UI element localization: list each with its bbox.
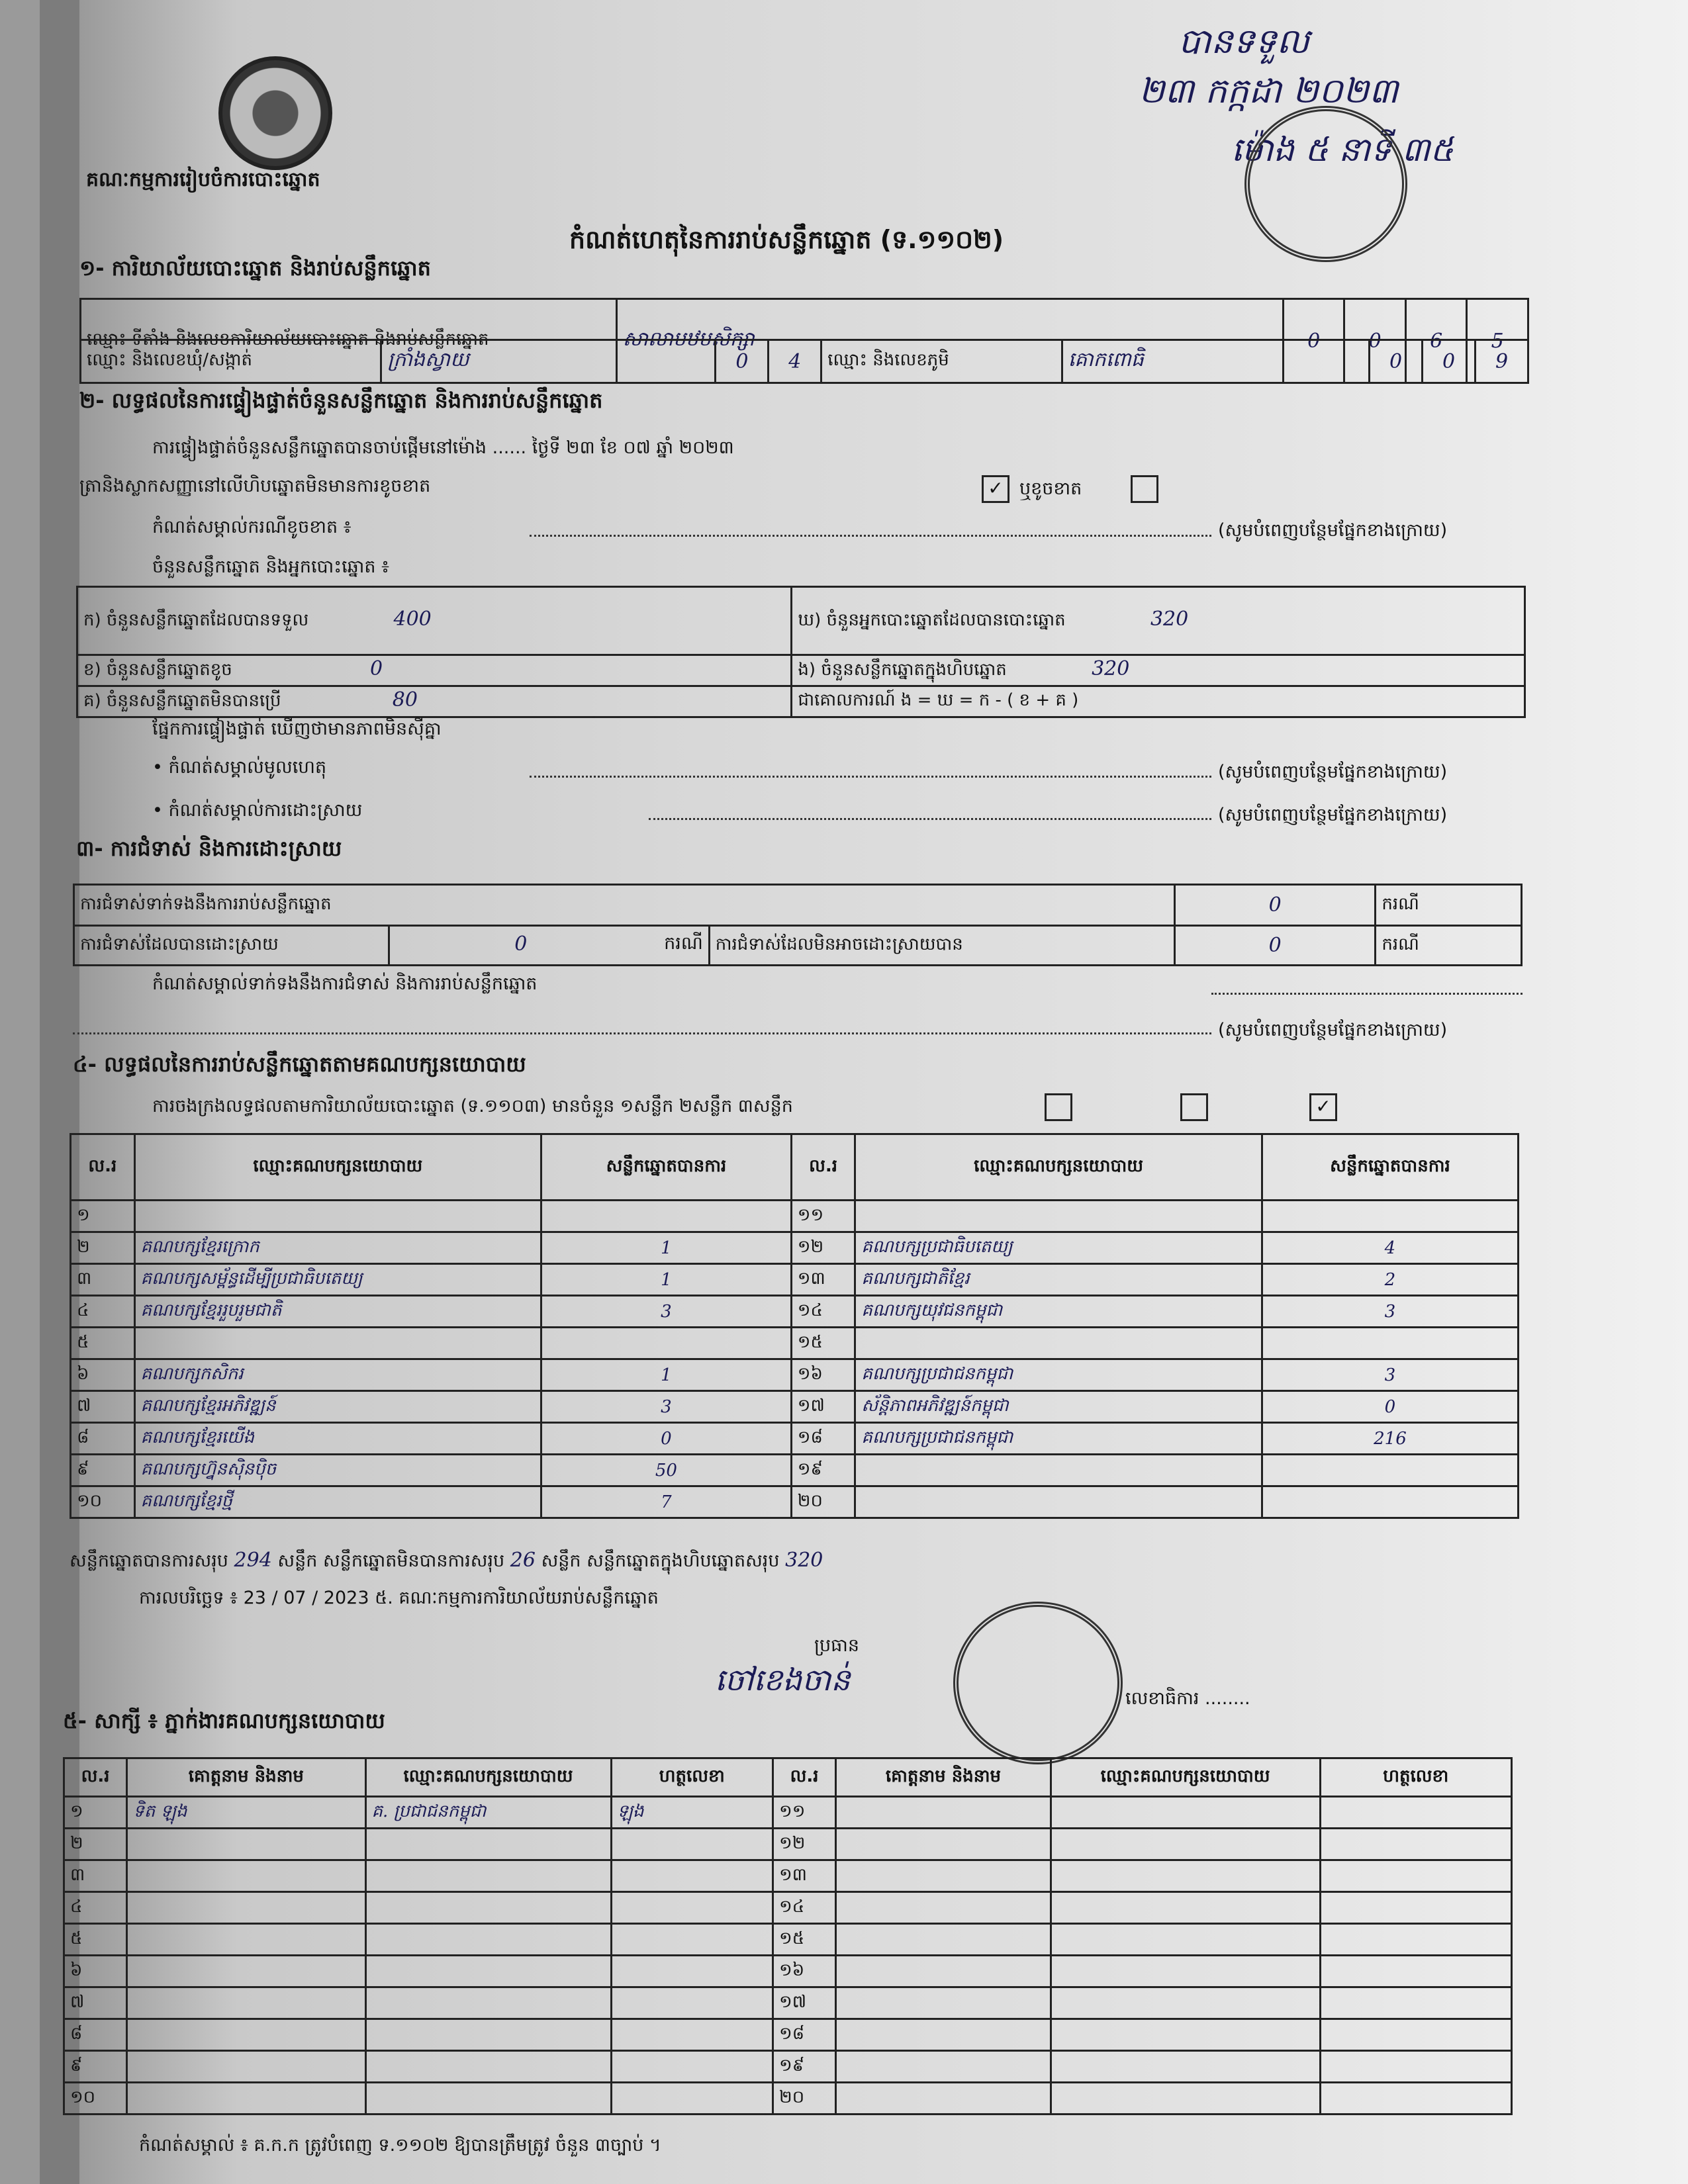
vote-count: 3 <box>541 1296 792 1328</box>
witness-party <box>365 1924 611 1956</box>
row-number: ៤ <box>71 1296 135 1328</box>
count-label: ង) ចំនួនសន្លឹកឆ្នោតក្នុងហិបឆ្នោត <box>798 660 1007 680</box>
row-number: ១៧ <box>773 1987 836 2019</box>
complaints-label-1: ការជំទាស់ទាក់ទងនឹងការរាប់សន្លឹកឆ្នោត <box>74 885 1175 926</box>
party-row <box>71 1423 1519 1455</box>
witness-party <box>1051 1892 1320 1924</box>
witness-party <box>1051 2083 1320 2115</box>
section-4-heading: ៤- លទ្ធផលនៃការរាប់សន្លឹកឆ្នោតតាមគណបក្សនយោបាយ <box>73 1052 526 1077</box>
section-2-heading: ២- លទ្ធផលនៃការផ្ទៀងផ្ទាត់ចំនួនសន្លឹកឆ្នោត និងការរាប់សន្លឹកឆ្នោត <box>79 388 603 413</box>
complaints-label-3: ការជំទាស់ដែលមិនអាចដោះស្រាយបាន <box>709 926 1174 966</box>
organization-name: គណៈកម្មការរៀបចំការបោះឆ្នោត <box>86 168 320 191</box>
witness-party <box>1051 1829 1320 1860</box>
total-box-label: សន្លឹក សន្លឹកឆ្នោតក្នុងហិបឆ្នោតសរុប <box>541 1551 780 1571</box>
col-votes: សន្លឹកឆ្នោតបានការ <box>541 1134 792 1201</box>
s2-checkbox-no <box>1125 475 1164 503</box>
witness-signature <box>611 1924 773 1956</box>
witness-signature <box>1320 1860 1511 1892</box>
row-number: ១១ <box>791 1201 855 1232</box>
vote-count: 1 <box>541 1264 792 1296</box>
complaints-value-3: 0 <box>1174 926 1376 966</box>
vote-count: 50 <box>541 1455 792 1486</box>
checkbox-empty-icon <box>1131 475 1158 503</box>
col-no: ល.រ <box>64 1758 127 1797</box>
witness-signature: ឡុង <box>611 1797 773 1829</box>
count-row-b <box>77 655 792 686</box>
row-number: ២០ <box>773 2083 836 2115</box>
witness-party <box>365 1860 611 1892</box>
office-seal <box>953 1602 1123 1764</box>
witness-name <box>836 1797 1051 1829</box>
count-formula: ជាគោលការណ៍ ង = ឃ = ក - ( ខ + គ ) <box>792 686 1525 717</box>
row-number: ៦ <box>71 1359 135 1391</box>
witness-signature <box>611 2051 773 2083</box>
complaints-label-2: ការជំទាស់ដែលបានដោះស្រាយ <box>74 926 389 966</box>
handwritten-note-1: បានទទួល <box>1178 22 1310 62</box>
witness-name: ទិត ឡុង <box>127 1797 365 1829</box>
col-no: ល.រ <box>773 1758 836 1797</box>
col-party: ឈ្មោះគណបក្សនយោបាយ <box>134 1134 541 1201</box>
witness-name <box>127 1924 365 1956</box>
witness-row <box>64 1987 1512 2019</box>
party-name <box>855 1455 1262 1486</box>
col-signature: ហត្ថលេខា <box>1320 1758 1511 1797</box>
s1-commune-digit: 0 <box>716 340 769 383</box>
witness-table <box>63 1757 1513 2115</box>
s2-option-label: ឬខូចខាត <box>1019 478 1082 499</box>
witness-signature <box>611 1956 773 1987</box>
row-number: ៧ <box>71 1391 135 1423</box>
s1-village-digit: 9 <box>1475 340 1528 383</box>
count-row-e <box>792 655 1525 686</box>
total-box-value: 320 <box>785 1549 823 1572</box>
witness-row <box>64 1797 1512 1829</box>
party-row <box>71 1359 1519 1391</box>
s4-totals <box>70 1549 823 1576</box>
witness-row <box>64 2083 1512 2115</box>
col-name: គោត្តនាម និងនាម <box>836 1758 1051 1797</box>
witness-name <box>836 1924 1051 1956</box>
row-number: ១២ <box>791 1232 855 1264</box>
vote-count: 2 <box>1262 1264 1518 1296</box>
vote-count: 4 <box>1262 1232 1518 1264</box>
count-label: ខ) ចំនួនសន្លឹកឆ្នោតខូច <box>83 660 232 680</box>
col-no: ល.រ <box>71 1134 135 1201</box>
party-name: គណបក្សខ្មែរយើង <box>134 1423 541 1455</box>
s1-village-digit: 0 <box>1423 340 1476 383</box>
s2-remark-label: កំណត់សម្គាល់ករណីខូចខាត ៖ <box>152 517 352 537</box>
row-number: ១៨ <box>773 2019 836 2051</box>
vote-count: 216 <box>1262 1423 1518 1455</box>
count-label: គ) ចំនួនសន្លឹកឆ្នោតមិនបានប្រើ <box>83 691 281 711</box>
witness-row <box>64 1956 1512 1987</box>
row-number: ១៥ <box>773 1924 836 1956</box>
s2-reason-1-hint: (សូមបំពេញបន្ថែមផ្នែកខាងក្រោយ) <box>1218 762 1448 782</box>
witness-signature <box>611 2019 773 2051</box>
unit: ករណី <box>664 933 703 954</box>
row-number: ១២ <box>773 1829 836 1860</box>
witness-party <box>1051 1924 1320 1956</box>
witness-name <box>127 1860 365 1892</box>
row-number: ១៥ <box>791 1328 855 1359</box>
chair-label: ប្រធាន <box>814 1635 860 1656</box>
s2-counts-intro: ចំនួនសន្លឹកឆ្នោត និងអ្នកបោះឆ្នោត ៖ <box>152 557 389 577</box>
count-row-a <box>77 587 792 655</box>
party-rows <box>71 1201 1519 1518</box>
footer-note: កំណត់សម្គាល់ ៖ គ.ក.ក ត្រូវបំពេញ ទ.១១០២ ឱ្យបានត្រឹមត្រូវ ចំនួន ៣ច្បាប់ ។ <box>139 2135 661 2156</box>
witness-party <box>365 1892 611 1924</box>
witness-signature <box>1320 2083 1511 2115</box>
complaints-value-2 <box>389 926 710 966</box>
row-number: ២០ <box>791 1486 855 1518</box>
party-name: គណបក្សខ្មែររួបរួមជាតិ <box>134 1296 541 1328</box>
witness-signature <box>1320 1956 1511 1987</box>
vote-count: 0 <box>541 1423 792 1455</box>
witness-party <box>365 2019 611 2051</box>
row-number: ១៤ <box>773 1892 836 1924</box>
checkbox-checked-icon: ✓ <box>982 475 1009 503</box>
row-number: ៩ <box>71 1455 135 1486</box>
witness-name <box>127 1829 365 1860</box>
count-value: 320 <box>1092 657 1130 680</box>
witness-signature <box>611 2083 773 2115</box>
witness-signature <box>611 1892 773 1924</box>
vote-count <box>1262 1455 1518 1486</box>
secretary-label: លេខាធិការ ........ <box>1125 1688 1250 1709</box>
witness-name <box>127 2083 365 2115</box>
total-invalid-value: 26 <box>510 1549 536 1572</box>
witness-party <box>1051 1860 1320 1892</box>
party-row <box>71 1455 1519 1486</box>
receipt-stamp <box>1244 106 1407 262</box>
row-number: ១១ <box>773 1797 836 1829</box>
witness-signature <box>1320 2019 1511 2051</box>
s4-intro: ការចងក្រងលទ្ធផលតាមការិយាល័យបោះឆ្នោត (ទ.១១០៣) មានចំនួន ១សន្លឹក ២សន្លឹក ៣សន្លឹក <box>152 1096 793 1116</box>
handwritten-note-3: ម៉ោង ៥ នាទី ៣៥ <box>1231 130 1454 169</box>
row-number: ១០ <box>71 1486 135 1518</box>
vote-count <box>1262 1201 1518 1232</box>
document-title: កំណត់ហេតុនៃការរាប់សន្លឹកឆ្នោត (ទ.១១០២) <box>569 225 1004 254</box>
s1-label-commune: ឈ្មោះ និងលេខឃុំ/សង្កាត់ <box>81 340 381 383</box>
vote-count <box>1262 1486 1518 1518</box>
witness-name <box>836 1892 1051 1924</box>
row-number: ១៦ <box>773 1956 836 1987</box>
s1-village-digit: 0 <box>1370 340 1423 383</box>
party-name <box>855 1328 1262 1359</box>
s2-remark-hint: (សូមបំពេញបន្ថែមផ្នែកខាងក្រោយ) <box>1218 520 1448 541</box>
s2-reason-2-hint: (សូមបំពេញបន្ថែមផ្នែកខាងក្រោយ) <box>1218 805 1448 825</box>
witness-name <box>127 2051 365 2083</box>
s1-code-digit: 6 <box>1405 299 1467 383</box>
party-name <box>855 1486 1262 1518</box>
row-number: ៣ <box>71 1264 135 1296</box>
witness-party <box>1051 2051 1320 2083</box>
dotted-line <box>1211 993 1523 995</box>
s3-remark-hint: (សូមបំពេញបន្ថែមផ្នែកខាងក្រោយ) <box>1218 1020 1448 1040</box>
row-number: ៧ <box>64 1987 127 2019</box>
witness-signature <box>1320 2051 1511 2083</box>
party-name: គណបក្សខ្មែរថ្មី <box>134 1486 541 1518</box>
row-number: ១០ <box>64 2083 127 2115</box>
party-row <box>71 1201 1519 1232</box>
row-number: ៩ <box>64 2051 127 2083</box>
s2-reason-2: • កំណត់សម្គាល់ការដោះស្រាយ <box>152 800 363 821</box>
witness-name <box>836 1987 1051 2019</box>
s1-code-digit: 5 <box>1467 299 1528 383</box>
vote-count: 7 <box>541 1486 792 1518</box>
count-row-d <box>792 587 1525 655</box>
chair-signature: ចៅខេងចាន់ <box>715 1662 851 1698</box>
party-name <box>855 1201 1262 1232</box>
s1-code-digit: 0 <box>1344 299 1406 383</box>
witness-name <box>836 1956 1051 1987</box>
dotted-line <box>530 776 1211 778</box>
witness-row <box>64 1860 1512 1892</box>
party-name: គណបក្សប្រជាជនកម្ពុជា <box>855 1423 1262 1455</box>
s1-label-polling: ឈ្មោះ ទីតាំង និងលេខការិយាល័យបោះឆ្នោត និងរាប់សន្លឹកឆ្នោត <box>81 299 617 383</box>
row-number: ២ <box>64 1829 127 1860</box>
party-name: គណបក្សសម្ព័ន្ធដើម្បីប្រជាធិបតេយ្យ <box>134 1264 541 1296</box>
s1-commune-name: ក្រាំងស្វាយ <box>381 340 716 383</box>
witness-party <box>1051 1956 1320 1987</box>
checkbox-empty-icon <box>1045 1093 1072 1121</box>
witness-row <box>64 1829 1512 1860</box>
row-number: ១៣ <box>791 1264 855 1296</box>
row-number: ៨ <box>64 2019 127 2051</box>
vote-count: 0 <box>1262 1391 1518 1423</box>
value: 0 <box>514 933 528 956</box>
total-valid-label: សន្លឹកឆ្នោតបានការសរុប <box>70 1551 228 1571</box>
witness-name <box>836 2083 1051 2115</box>
section-5-heading: ៥- សាក្សី ៖ ភ្នាក់ងារគណបក្សនយោបាយ <box>63 1708 385 1733</box>
checkbox-empty-icon <box>1180 1093 1208 1121</box>
row-number: ១៦ <box>791 1359 855 1391</box>
dotted-line <box>73 1032 1211 1034</box>
party-row <box>71 1264 1519 1296</box>
col-party: ឈ្មោះគណបក្សនយោបាយ <box>855 1134 1262 1201</box>
section-1-table-row2 <box>79 339 1529 384</box>
party-name: ស័ន្តិភាពអភិវឌ្ឍន៍កម្ពុជា <box>855 1391 1262 1423</box>
party-name <box>134 1201 541 1232</box>
party-name: គណបក្សជាតិខ្មែរ <box>855 1264 1262 1296</box>
complaints-unit: ករណី <box>1376 885 1522 926</box>
dotted-line <box>649 818 1211 820</box>
witness-name <box>127 1987 365 2019</box>
witness-name <box>127 1892 365 1924</box>
count-label: ក) ចំនួនសន្លឹកឆ្នោតដែលបានទទួល <box>83 610 309 630</box>
party-name: គណបក្សប្រជាជនកម្ពុជា <box>855 1359 1262 1391</box>
count-value: 320 <box>1150 608 1189 631</box>
row-number: ៥ <box>64 1924 127 1956</box>
ballot-counts-table <box>76 586 1526 718</box>
party-name: គណបក្សប្រជាធិបតេយ្យ <box>855 1232 1262 1264</box>
s2-paragraph-2: ត្រានិងស្លាកសញ្ញានៅលើហិបឆ្នោតមិនមានការខូចខាត <box>79 476 431 496</box>
party-row <box>71 1296 1519 1328</box>
witness-rows <box>64 1797 1512 2115</box>
col-signature: ហត្ថលេខា <box>611 1758 773 1797</box>
count-value: 80 <box>392 688 418 711</box>
party-row <box>71 1232 1519 1264</box>
s1-code-digit: 0 <box>1283 299 1344 383</box>
col-votes: សន្លឹកឆ្នោតបានការ <box>1262 1134 1518 1201</box>
s3-remark: កំណត់សម្គាល់ទាក់ទងនឹងការជំទាស់ និងការរាប់សន្លឹកឆ្នោត <box>152 974 538 994</box>
witness-party <box>365 1956 611 1987</box>
col-party: ឈ្មោះគណបក្សនយោបាយ <box>365 1758 611 1797</box>
vote-count: 3 <box>541 1391 792 1423</box>
col-party: ឈ្មោះគណបក្សនយោបាយ <box>1051 1758 1320 1797</box>
row-number: ១៩ <box>773 2051 836 2083</box>
col-no: ល.រ <box>791 1134 855 1201</box>
vote-count: 3 <box>1262 1359 1518 1391</box>
s2-checkbox-yes <box>976 475 1015 503</box>
s4-checkbox-2 <box>1175 1093 1213 1121</box>
total-valid-value: 294 <box>234 1549 272 1572</box>
witness-row <box>64 1892 1512 1924</box>
count-value: 400 <box>393 608 432 631</box>
row-number: ១៧ <box>791 1391 855 1423</box>
party-name <box>134 1328 541 1359</box>
witness-party <box>1051 2019 1320 2051</box>
row-number: ១៣ <box>773 1860 836 1892</box>
witness-row <box>64 2051 1512 2083</box>
vote-count: 1 <box>541 1232 792 1264</box>
vote-count <box>1262 1328 1518 1359</box>
count-label: ឃ) ចំនួនអ្នកបោះឆ្នោតដែលបានបោះឆ្នោត <box>798 610 1066 630</box>
party-name: គណបក្សខ្មែរអភិវឌ្ឍន៍ <box>134 1391 541 1423</box>
row-number: ១៤ <box>791 1296 855 1328</box>
party-name: គណបក្សយុវជនកម្ពុជា <box>855 1296 1262 1328</box>
row-number: ១៩ <box>791 1455 855 1486</box>
witness-party <box>365 1829 611 1860</box>
party-row <box>71 1328 1519 1359</box>
witness-name <box>836 1860 1051 1892</box>
section-3-heading: ៣- ការជំទាស់ និងការដោះស្រាយ <box>76 836 342 861</box>
party-results-table <box>70 1133 1519 1519</box>
complaints-table <box>73 884 1523 966</box>
count-value: 0 <box>369 657 383 680</box>
row-number: ៨ <box>71 1423 135 1455</box>
witness-party <box>365 1987 611 2019</box>
row-number: ៥ <box>71 1328 135 1359</box>
witness-signature <box>611 1829 773 1860</box>
witness-party <box>1051 1797 1320 1829</box>
witness-signature <box>1320 1924 1511 1956</box>
witness-name <box>836 2051 1051 2083</box>
witness-signature <box>611 1860 773 1892</box>
s1-commune-digit: 4 <box>769 340 821 383</box>
handwritten-note-2: ២៣ កក្កដា ២០២៣ <box>1139 71 1399 111</box>
row-number: ៦ <box>64 1956 127 1987</box>
witness-signature <box>1320 1987 1511 2019</box>
checkbox-checked-icon: ✓ <box>1309 1093 1337 1121</box>
witness-signature <box>1320 1797 1511 1829</box>
witness-party <box>365 2083 611 2115</box>
complaints-unit: ករណី <box>1376 926 1522 966</box>
vote-count: 1 <box>541 1359 792 1391</box>
witness-signature <box>1320 1892 1511 1924</box>
s1-polling-name: សាលាបឋមសិក្សា <box>616 299 1283 383</box>
witness-name <box>127 1956 365 1987</box>
party-name: គណបក្សកសិករ <box>134 1359 541 1391</box>
s1-label-village: ឈ្មោះ និងលេខភូមិ <box>821 340 1062 383</box>
row-number: ១ <box>64 1797 127 1829</box>
s2-reason-1: • កំណត់សម្គាល់មូលហេតុ <box>152 757 327 778</box>
complaints-value-1: 0 <box>1174 885 1376 926</box>
section-1-heading: ១- ការិយាល័យបោះឆ្នោត និងរាប់សន្លឹកឆ្នោត <box>79 255 431 281</box>
s4-date-line: ការលបរិច្ឆេទ ៖ 23 / 07 / 2023 ៥. គណៈកម្មការការិយាល័យរាប់សន្លឹកឆ្នោត <box>139 1588 659 1608</box>
witness-row <box>64 1924 1512 1956</box>
witness-party: គ. ប្រជាជនកម្ពុជា <box>365 1797 611 1829</box>
witness-party <box>365 2051 611 2083</box>
row-number: ១ <box>71 1201 135 1232</box>
commission-emblem <box>218 56 332 170</box>
row-number: ៣ <box>64 1860 127 1892</box>
party-row <box>71 1486 1519 1518</box>
total-invalid-label: សន្លឹក សន្លឹកឆ្នោតមិនបានការសរុប <box>277 1551 505 1571</box>
party-name: គណបក្សខ្មែរក្រោក <box>134 1232 541 1264</box>
witness-signature <box>1320 1829 1511 1860</box>
witness-party <box>1051 1987 1320 2019</box>
col-name: គោត្តនាម និងនាម <box>127 1758 365 1797</box>
party-row <box>71 1391 1519 1423</box>
row-number: ៤ <box>64 1892 127 1924</box>
vote-count: 3 <box>1262 1296 1518 1328</box>
s1-village-name: គោកពោធិ <box>1062 340 1370 383</box>
party-name: គណបក្សហ្វ៊ុនស៊ិនប៉ិច <box>134 1455 541 1486</box>
witness-signature <box>611 1987 773 2019</box>
dotted-line <box>530 535 1211 537</box>
vote-count <box>541 1328 792 1359</box>
s4-checkbox-1 <box>1039 1093 1078 1121</box>
vote-count <box>541 1201 792 1232</box>
witness-name <box>836 2019 1051 2051</box>
s4-checkbox-3 <box>1304 1093 1342 1121</box>
witness-name <box>836 1829 1051 1860</box>
count-row-c <box>77 686 792 717</box>
witness-name <box>127 2019 365 2051</box>
row-number: ២ <box>71 1232 135 1264</box>
s2-paragraph-1: ការផ្ទៀងផ្ទាត់ចំនួនសន្លឹកឆ្នោតបានចាប់ផ្តើមនៅម៉ោង ...... ថ្ងៃទី ២៣ ខែ ០៧ ឆ្នាំ ២០២៣ <box>152 437 734 458</box>
row-number: ១៨ <box>791 1423 855 1455</box>
s2-result-line: ផ្នែកការផ្ទៀងផ្ទាត់ ឃើញថាមានភាពមិនស៊ីគ្នា <box>152 719 442 739</box>
witness-row <box>64 2019 1512 2051</box>
